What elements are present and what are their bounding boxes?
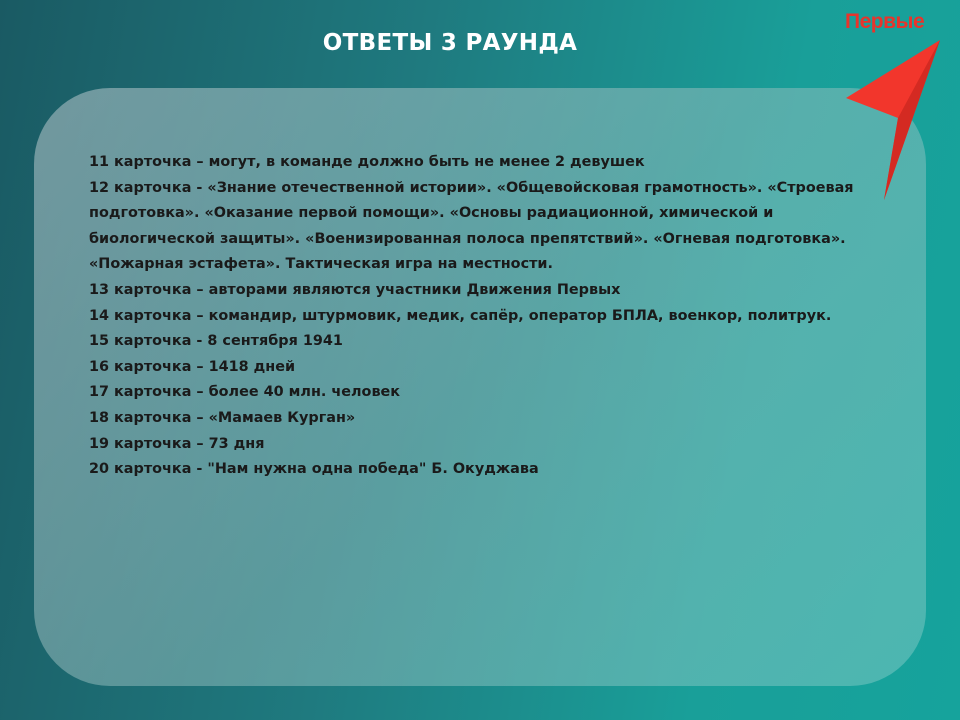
answer-item: 11 карточка – могут, в команде должно быть не менее 2 девушек xyxy=(89,154,645,170)
answer-item: 16 карточка – 1418 дней xyxy=(89,358,296,375)
answer-item: 14 карточка – командир, штурмовик, медик, сапёр, оператор БПЛА, военкор, политрук. xyxy=(89,307,832,324)
slide-title: ОТВЕТЫ 3 РАУНДА xyxy=(322,30,578,56)
answer-item: 15 карточка - 8 сентября 1941 xyxy=(89,333,343,350)
answer-item: 19 карточка – 73 дня xyxy=(89,435,265,452)
red-arrow-icon xyxy=(840,6,948,202)
answer-item: 17 карточка – более 40 млн. человек xyxy=(89,384,401,401)
answer-item: 20 карточка - "Нам нужна одна победа" Б. Окуджава xyxy=(89,461,539,478)
answer-item: 13 карточка – авторами являются участники Движения Первых xyxy=(89,281,621,298)
answers-list xyxy=(89,150,869,483)
answer-item: 18 карточка – «Мамаев Курган» xyxy=(89,409,356,426)
answer-item: 12 карточка - «Знание отечественной истории». «Общевойсковая грамотность». «Строевая подготовка». «Оказание первой помощи». «Основы радиационной, химической и биологической защиты». «Военизированная полоса препятствий». «Огневая подготовка». «Пожарная эстафета». Тактическая игра на местности. xyxy=(89,179,854,273)
brand-logo-text: Первые xyxy=(845,10,925,33)
